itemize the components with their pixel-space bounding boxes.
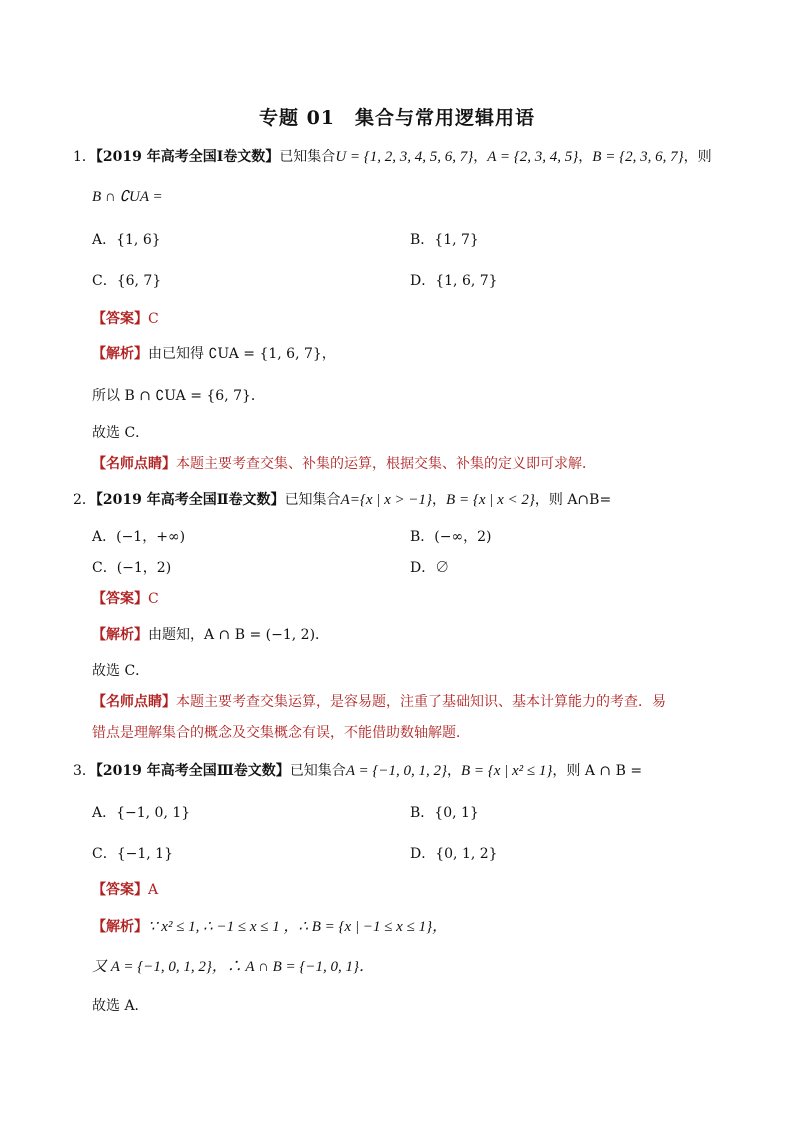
option-b: B．{0, 1}	[410, 805, 479, 821]
analysis-text: 所以 B ∩ ∁UA = {6, 7}．	[92, 388, 265, 404]
analysis-text: 故选 A．	[92, 998, 149, 1014]
tip-label: 【名师点睛】	[92, 456, 176, 472]
analysis-line	[92, 918, 447, 936]
analysis-line	[92, 626, 329, 644]
option-d: D．{1, 6, 7}	[410, 273, 498, 289]
option-a: A．{1, 6}	[92, 232, 161, 248]
option-c: C．{−1, 1}	[92, 846, 173, 862]
question-expression: B ∩ ∁UA =	[92, 189, 163, 205]
tip-line	[92, 455, 596, 473]
page-title: 专题 01 集合与常用逻辑用语	[258, 107, 536, 129]
option-b: B．{1, 7}	[410, 232, 479, 248]
set-b: B = {x | x < 2}	[446, 492, 535, 508]
question-text: 已知集合	[289, 763, 346, 779]
tip-text: 本题主要考查交集、补集的运算，根据交集、补集的定义即可求解．	[176, 456, 596, 472]
answer-line	[92, 310, 159, 328]
answer-line	[92, 590, 159, 608]
set-a: A = {−1, 0, 1, 2}	[345, 763, 447, 779]
answer-label: 【答案】	[92, 311, 148, 327]
option-d: D．∅	[410, 560, 450, 576]
tip-label: 【名师点睛】	[92, 694, 176, 710]
analysis-text: 故选 C．	[92, 663, 150, 679]
tip-text: 本题主要考查交集运算，是容易题，注重了基础知识、基本计算能力的考查．易	[176, 694, 666, 710]
option-a: A．(−1，+∞)	[92, 529, 186, 545]
analysis-text: 又 A = {−1, 0, 1, 2}，∴ A ∩ B = {−1, 0, 1}．	[92, 959, 374, 975]
question-then: ，则 A ∩ B =	[552, 763, 643, 779]
answer-value: A	[148, 882, 159, 898]
option-c: C．{6, 7}	[92, 273, 162, 289]
answer-value: C	[148, 591, 159, 607]
set-u: U = {1, 2, 3, 4, 5, 6, 7}	[335, 149, 474, 165]
analysis-text: 由题知，A ∩ B = (−1, 2)．	[148, 627, 330, 643]
question-number: 1．	[73, 149, 96, 165]
tip-text: 错点是理解集合的概念及交集概念有误，不能借助数轴解题．	[92, 725, 470, 741]
answer-line	[92, 881, 158, 899]
question-number: 2．	[73, 492, 96, 508]
answer-value: C	[148, 311, 159, 327]
question-then: ，则	[683, 149, 712, 165]
tip-line	[92, 693, 666, 711]
option-a: A．{−1, 0, 1}	[92, 805, 191, 821]
question-1-stem: 1．【2019 年高考全国Ⅰ卷文数】已知集合U = {1, 2, 3, 4, 5, 6, 7}，A = {2, 3, 4, 5}，B = {2, 3, 6, 7}，则	[73, 149, 712, 165]
question-3-stem: 3．【2019 年高考全国Ⅲ卷文数】已知集合A = {−1, 0, 1, 2}，B = {x | x² ≤ 1}，则 A ∩ B =	[73, 763, 643, 779]
analysis-text: 由已知得 ∁UA = {1, 6, 7}，	[148, 346, 336, 362]
question-2-stem: 2．【2019 年高考全国Ⅱ卷文数】已知集合A={x | x > −1}，B = {x | x < 2}，则 A∩B=	[73, 492, 612, 508]
analysis-label: 【解析】	[92, 627, 148, 643]
analysis-line	[92, 345, 336, 363]
option-d: D．{0, 1, 2}	[410, 846, 498, 862]
question-text: 已知集合	[284, 492, 341, 508]
set-a: A = {2, 3, 4, 5}	[487, 149, 579, 165]
question-number: 3．	[73, 763, 96, 779]
question-source: 【2019 年高考全国Ⅱ卷文数】	[95, 492, 285, 508]
analysis-text: 故选 C．	[92, 425, 150, 441]
answer-label: 【答案】	[92, 591, 148, 607]
analysis-label: 【解析】	[92, 919, 148, 935]
option-b: B．(−∞，2)	[410, 529, 492, 545]
question-then: ，则 A∩B=	[534, 492, 612, 508]
set-b: B = {x | x² ≤ 1}	[460, 763, 553, 779]
question-source: 【2019 年高考全国Ⅲ卷文数】	[95, 763, 290, 779]
question-source: 【2019 年高考全国Ⅰ卷文数】	[95, 149, 280, 165]
option-c: C．(−1，2)	[92, 560, 172, 576]
question-text: 已知集合	[279, 149, 336, 165]
set-a: A={x | x > −1}	[340, 492, 433, 508]
analysis-label: 【解析】	[92, 346, 148, 362]
set-b: B = {2, 3, 6, 7}	[592, 149, 684, 165]
analysis-text: ∵ x² ≤ 1, ∴ −1 ≤ x ≤ 1 ，∴ B = {x | −1 ≤ x ≤ 1}，	[148, 919, 448, 935]
answer-label: 【答案】	[92, 882, 148, 898]
